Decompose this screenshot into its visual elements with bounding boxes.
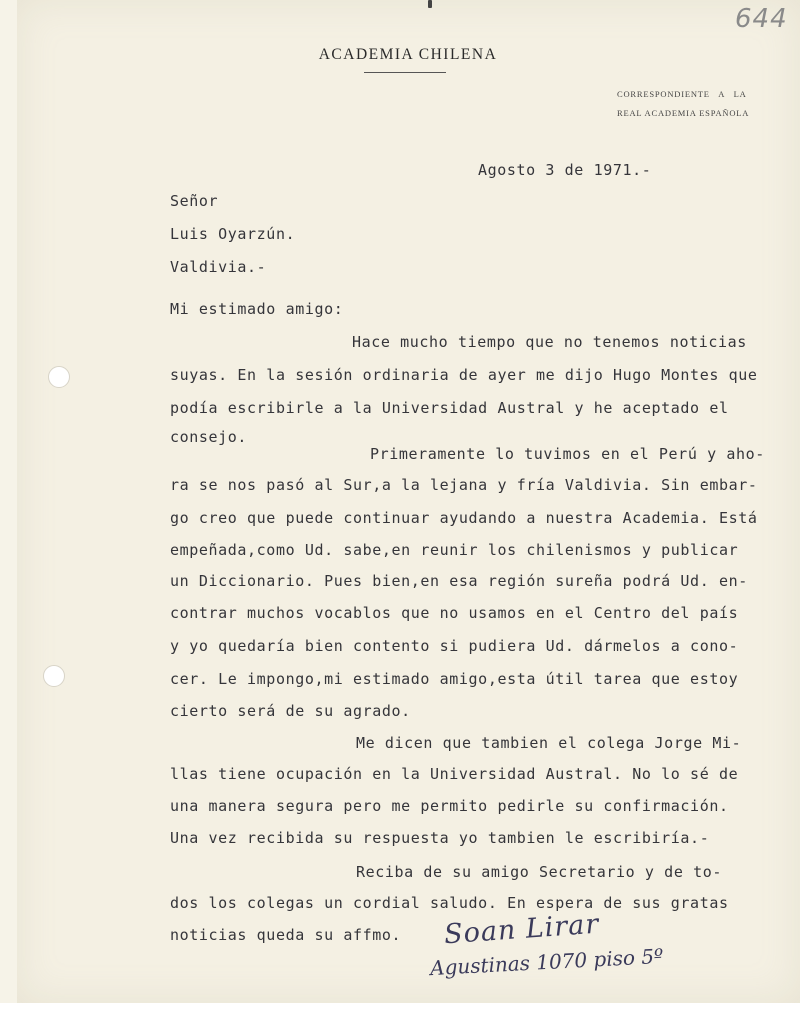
letter-page — [17, 0, 800, 1003]
body-line: ra se nos pasó al Sur,a la lejana y fría Valdivia. Sin embar- — [170, 476, 758, 494]
folio-number: 644 — [735, 4, 788, 34]
recipient-city: Valdivia.- — [170, 258, 267, 276]
recipient-name: Luis Oyarzún. — [170, 225, 296, 243]
page-bottom-margin — [0, 1003, 800, 1016]
recipient-title: Señor — [170, 192, 219, 210]
letterhead-rule — [364, 72, 446, 73]
handwritten-signature: Soan Lirar — [443, 908, 601, 951]
body-line: una manera segura pero me permito pedirle su confirmación. — [170, 797, 729, 815]
body-line: go creo que puede continuar ayudando a nuestra Academia. Está — [170, 509, 758, 527]
letterhead-title: ACADEMIA CHILENA — [318, 46, 498, 63]
punch-hole-lower — [43, 665, 65, 687]
greeting: Mi estimado amigo: — [170, 300, 344, 318]
body-line: cer. Le impongo,mi estimado amigo,esta útil tarea que estoy — [170, 670, 739, 688]
body-line: empeñada,como Ud. sabe,en reunir los chilenismos y publicar — [170, 541, 739, 559]
body-line: Primeramente lo tuvimos en el Perú y aho- — [370, 445, 765, 463]
body-line: cierto será de su agrado. — [170, 702, 411, 720]
letter-date: Agosto 3 de 1971.- — [478, 161, 652, 179]
body-line: Me dicen que tambien el colega Jorge Mi- — [356, 734, 742, 752]
body-line: un Diccionario. Pues bien,en esa región sureña podrá Ud. en- — [170, 572, 748, 590]
correspondent-line-1: CORRESPONDIENTE A LA — [617, 89, 747, 99]
body-line: contrar muchos vocablos que no usamos en el Centro del país — [170, 604, 739, 622]
staple-mark — [428, 0, 432, 8]
body-line: y yo quedaría bien contento si pudiera Ud. dármelos a cono- — [170, 637, 739, 655]
body-line: Reciba de su amigo Secretario y de to- — [356, 863, 722, 881]
punch-hole-upper — [48, 366, 70, 388]
body-line: Una vez recibida su respuesta yo tambien le escribiría.- — [170, 829, 710, 847]
body-line: dos los colegas un cordial saludo. En espera de sus gratas — [170, 894, 729, 912]
body-line: noticias queda su affmo. — [170, 926, 402, 944]
body-line: consejo. — [170, 428, 248, 446]
body-line: podía escribirle a la Universidad Austral y he aceptado el — [170, 399, 729, 417]
body-line: suyas. En la sesión ordinaria de ayer me dijo Hugo Montes que — [170, 366, 758, 384]
body-line: Hace mucho tiempo que no tenemos noticias — [352, 333, 747, 351]
handwritten-address: Agustinas 1070 piso 5º — [429, 943, 664, 981]
correspondent-line-2: REAL ACADEMIA ESPAÑOLA — [617, 108, 750, 118]
body-line: llas tiene ocupación en la Universidad Austral. No lo sé de — [170, 765, 739, 783]
